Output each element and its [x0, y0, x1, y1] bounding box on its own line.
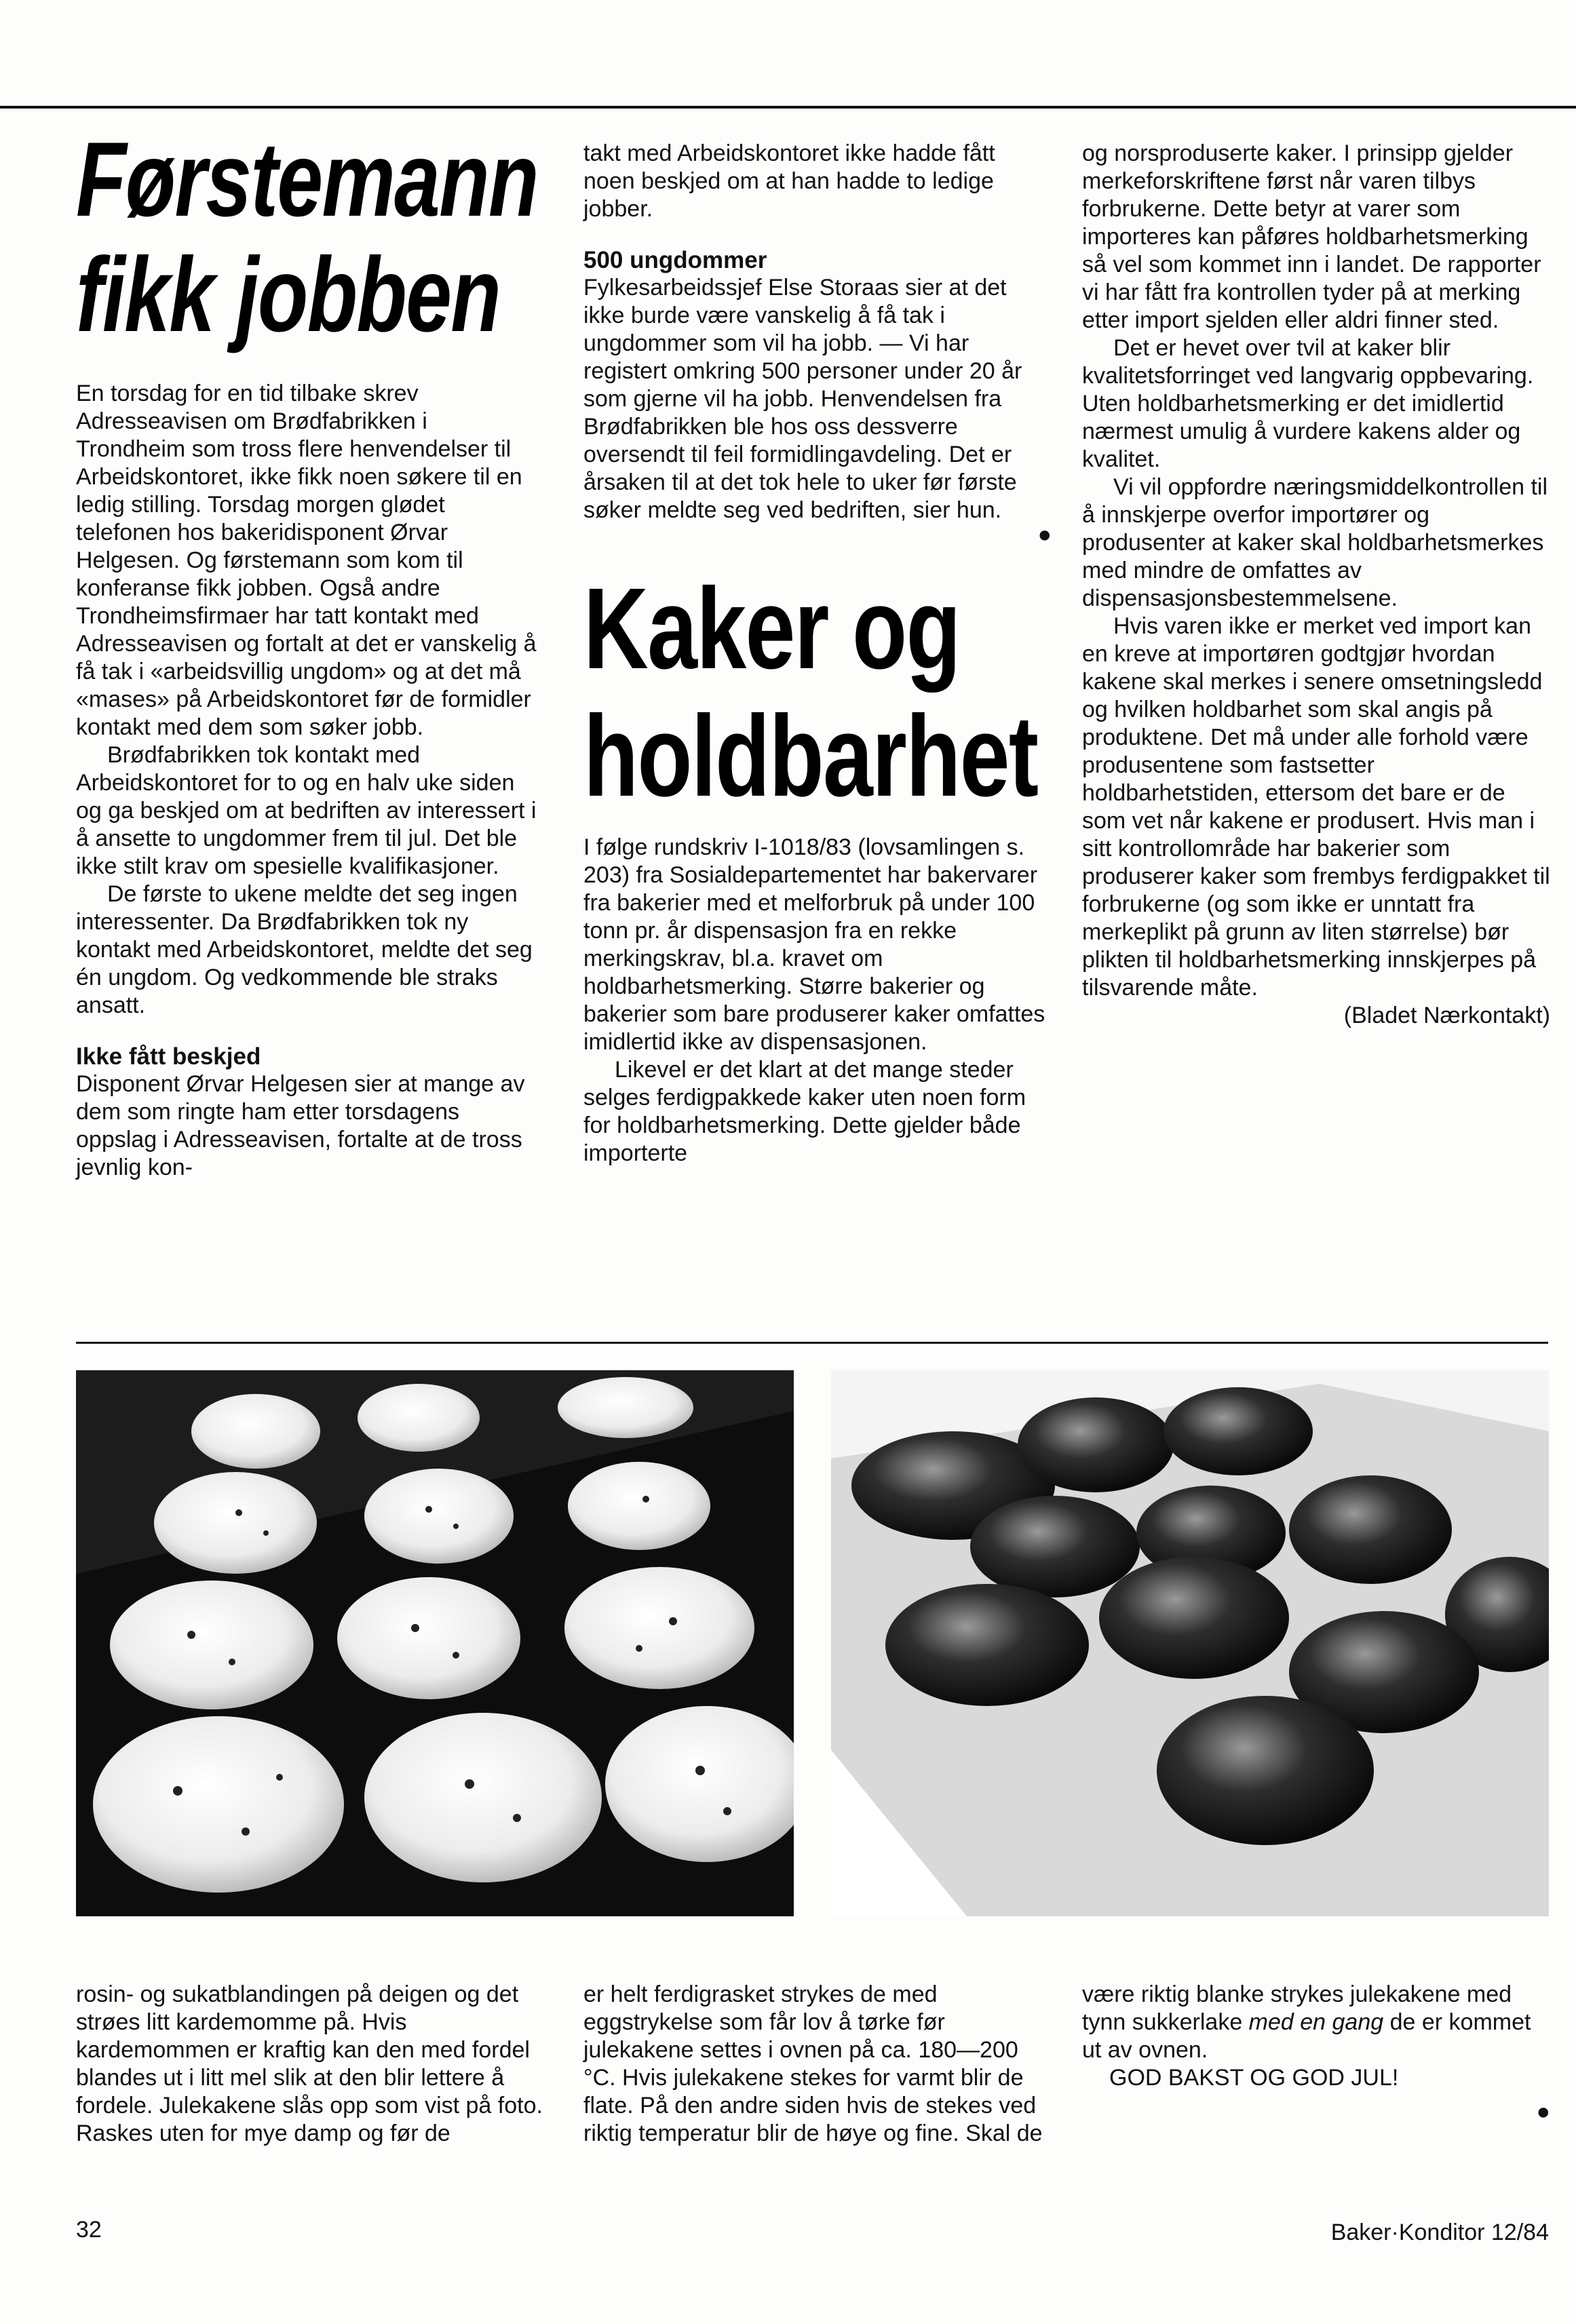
- bottom-column-3-text-b: de er kommet ut av ovnen.: [1082, 2009, 1531, 2063]
- bottom-column-3: [1082, 1981, 1550, 2125]
- page-number: 32: [76, 2217, 102, 2243]
- article2-paragraph-5: Hvis varen ikke er merket ved import kan en kreve at importøren godtgjør hvordan kakene skal merkes i senere omsetningsledd og hvilken holdbarhet som skal angis på produktene. Det må under alle forhold være produsentene som fastsetter holdbarhetstiden, ettersom det bare er de som vet når kakene er produsert. Hvis man i sitt kontrollområde har bakerier som produserer kaker som frembys ferdigpakket til forbrukerne (og som ikke er unntatt fra merkeplikt på grunn av liten størrelse) bør plikten til holdbarhetsmerking innskjerpes på tilsvarende måte.: [1082, 613, 1550, 1001]
- subhead-500-ungdommer: 500 ungdommer: [583, 247, 767, 273]
- bottom-column-1-text: rosin- og sukatblandingen på deigen og det strøes litt kardemomme på. Hvis kardemommen er kraftig kan den med fordel blandes ut i litt mel slik at den blir lettere å fordele. Julekakene slås opp som vist på foto. Raskes uten for mye damp og før de: [76, 1981, 543, 2146]
- photo-unbaked-cakes: [76, 1370, 794, 1916]
- article2-paragraph-2: Likevel er det klart at det mange steder selges ferdigpakkede kaker uten noen form for holdbarhetsmerking. Dette gjelder både importerte: [583, 1057, 1026, 1166]
- article1-column-1: [76, 122, 537, 1182]
- magazine-issue: Baker·Konditor 12/84: [1330, 2220, 1549, 2245]
- article1-paragraph-3: De første to ukene meldte det seg ingen interessenter. Da Brødfabrikken tok ny kontakt med Arbeidskontoret, meldte det seg én ungdom. Og vedkommende ble straks ansatt.: [76, 881, 533, 1018]
- article2-credit: (Bladet Nærkontakt): [1343, 1003, 1550, 1028]
- article2-title-line2: holdbarhet: [583, 692, 1038, 821]
- article2-paragraph-2-continued: og norsproduserte kaker. I prinsipp gjelder merkeforskriftene først når varen tilbys forbrukerne. Dette betyr at varer som importeres kan påføres holdbarhetsmerking så vel som kommet inn i landet. De rapporter vi har fått fra kontrollen tyder på at merking etter import sjelden eller aldri finner sted.: [1082, 140, 1541, 333]
- bottom-column-3-emphasis: med en gang: [1248, 2009, 1384, 2035]
- article1-subsection-2-text: Fylkesarbeidssjef Else Storaas sier at det ikke burde være vanskelig å få tak i ungdommer som vil ha jobb. — Vi har registert omkring 500 personer under 20 år som gjerne vil ha jobb. Henvendelsen fra Brødfabrikken ble hos oss dessverre oversendt til feil formidlingavdeling. Det er årsaken til at det tok hele to uker før første søker meldte seg ved bedriften, sier hun.: [583, 275, 1022, 523]
- article2-title-line1: Kaker og: [583, 564, 960, 693]
- article1-subsection-1-text-a: Disponent Ørvar Helgesen sier at mange av dem som ringte ham etter torsdagens oppslag i Adresseavisen, fortalte at de tross jevnlig kon-: [76, 1071, 525, 1180]
- article-column-2: [583, 140, 1052, 1167]
- article2-paragraph-3: Det er hevet over tvil at kaker blir kvalitetsforringet ved langvarig oppbevaring. Uten holdbarhetsmerking er det imidlertid nærmest umulig å vurdere kakens alder og kvalitet.: [1082, 335, 1534, 472]
- photo-baked-cakes: [831, 1370, 1549, 1916]
- article1-subsection-1-text-b: takt med Arbeidskontoret ikke hadde fått noen beskjed om at han hadde to ledige jobber.: [583, 140, 995, 222]
- article2-paragraph-4: Vi vil oppfordre næringsmiddelkontrollen til å innskjerpe overfor importører og produsenter at kaker skal holdbarhetsmerkes med mindre de omfattes av dispensasjonsbestemmelsene.: [1082, 474, 1548, 611]
- article-column-3: [1082, 140, 1550, 1030]
- article1-title-line2: fikk jobben: [76, 236, 501, 354]
- bottom-column-1: [76, 1981, 544, 2148]
- article1-title-line1: Førstemann: [76, 121, 538, 239]
- article1-paragraph-2: Brødfabrikken tok kontakt med Arbeidskontoret for to og en halv uke siden og ga beskjed om at bedriften av interessert i å ansette to ungdommer frem til jul. Det ble ikke stilt krav om spesielle kvalifikasjoner.: [76, 742, 537, 879]
- article1-end-mark: ●: [1037, 522, 1052, 547]
- subhead-ikke-fatt-beskjed: Ikke fått beskjed: [76, 1043, 261, 1070]
- top-rule: [0, 106, 1576, 109]
- bottom-end-mark: ●: [1536, 2099, 1550, 2125]
- closing-greeting: GOD BAKST OG GOD JUL!: [1109, 2065, 1399, 2091]
- article2-paragraph-1: I følge rundskriv I-1018/83 (lovsamlingen s. 203) fra Sosialdepartementet har bakervarer fra bakerier med et melforbruk på under 100 tonn pr. år dispensasjon fra en rekke merkingskrav, bl.a. kravet om holdbarhetsmerking. Større bakerier og bakerier som bare produserer kaker omfattes imidlertid ikke av dispensasjonen.: [583, 834, 1045, 1055]
- middle-rule: [76, 1342, 1548, 1344]
- bottom-column-3-text: [1082, 1981, 1550, 2064]
- article1-paragraph-1: En torsdag for en tid tilbake skrev Adresseavisen om Brødfabrikken i Trondheim som tross flere henvendelser til Arbeidskontoret, ikke fikk noen søkere til en ledig stilling. Torsdag morgen glødet telefonen hos bakeridisponent Ørvar Helgesen. Og førstemann som kom til konferanse fikk jobben. Også andre Trondheimsfirmaer har tatt kontakt med Adresseavisen og fortalt at det er vanskelig å få tak i «arbeidsvillig ungdom» og at det må «mases» på Arbeidskontoret før de formidler kontakt med dem som søker jobb.: [76, 381, 537, 740]
- bottom-column-3-text-a: være riktig blanke strykes julekakene med tynn sukkerlake: [1082, 1981, 1512, 2035]
- bottom-column-2: [583, 1981, 1052, 2148]
- bottom-column-2-text: er helt ferdigrasket strykes de med eggstrykelse som får lov å tørke før julekakene settes i ovnen på ca. 180—200 °C. Hvis julekakene stekes for varmt blir de flate. På den andre siden hvis de stekes ved riktig temperatur blir de høye og fine. Skal de: [583, 1981, 1043, 2146]
